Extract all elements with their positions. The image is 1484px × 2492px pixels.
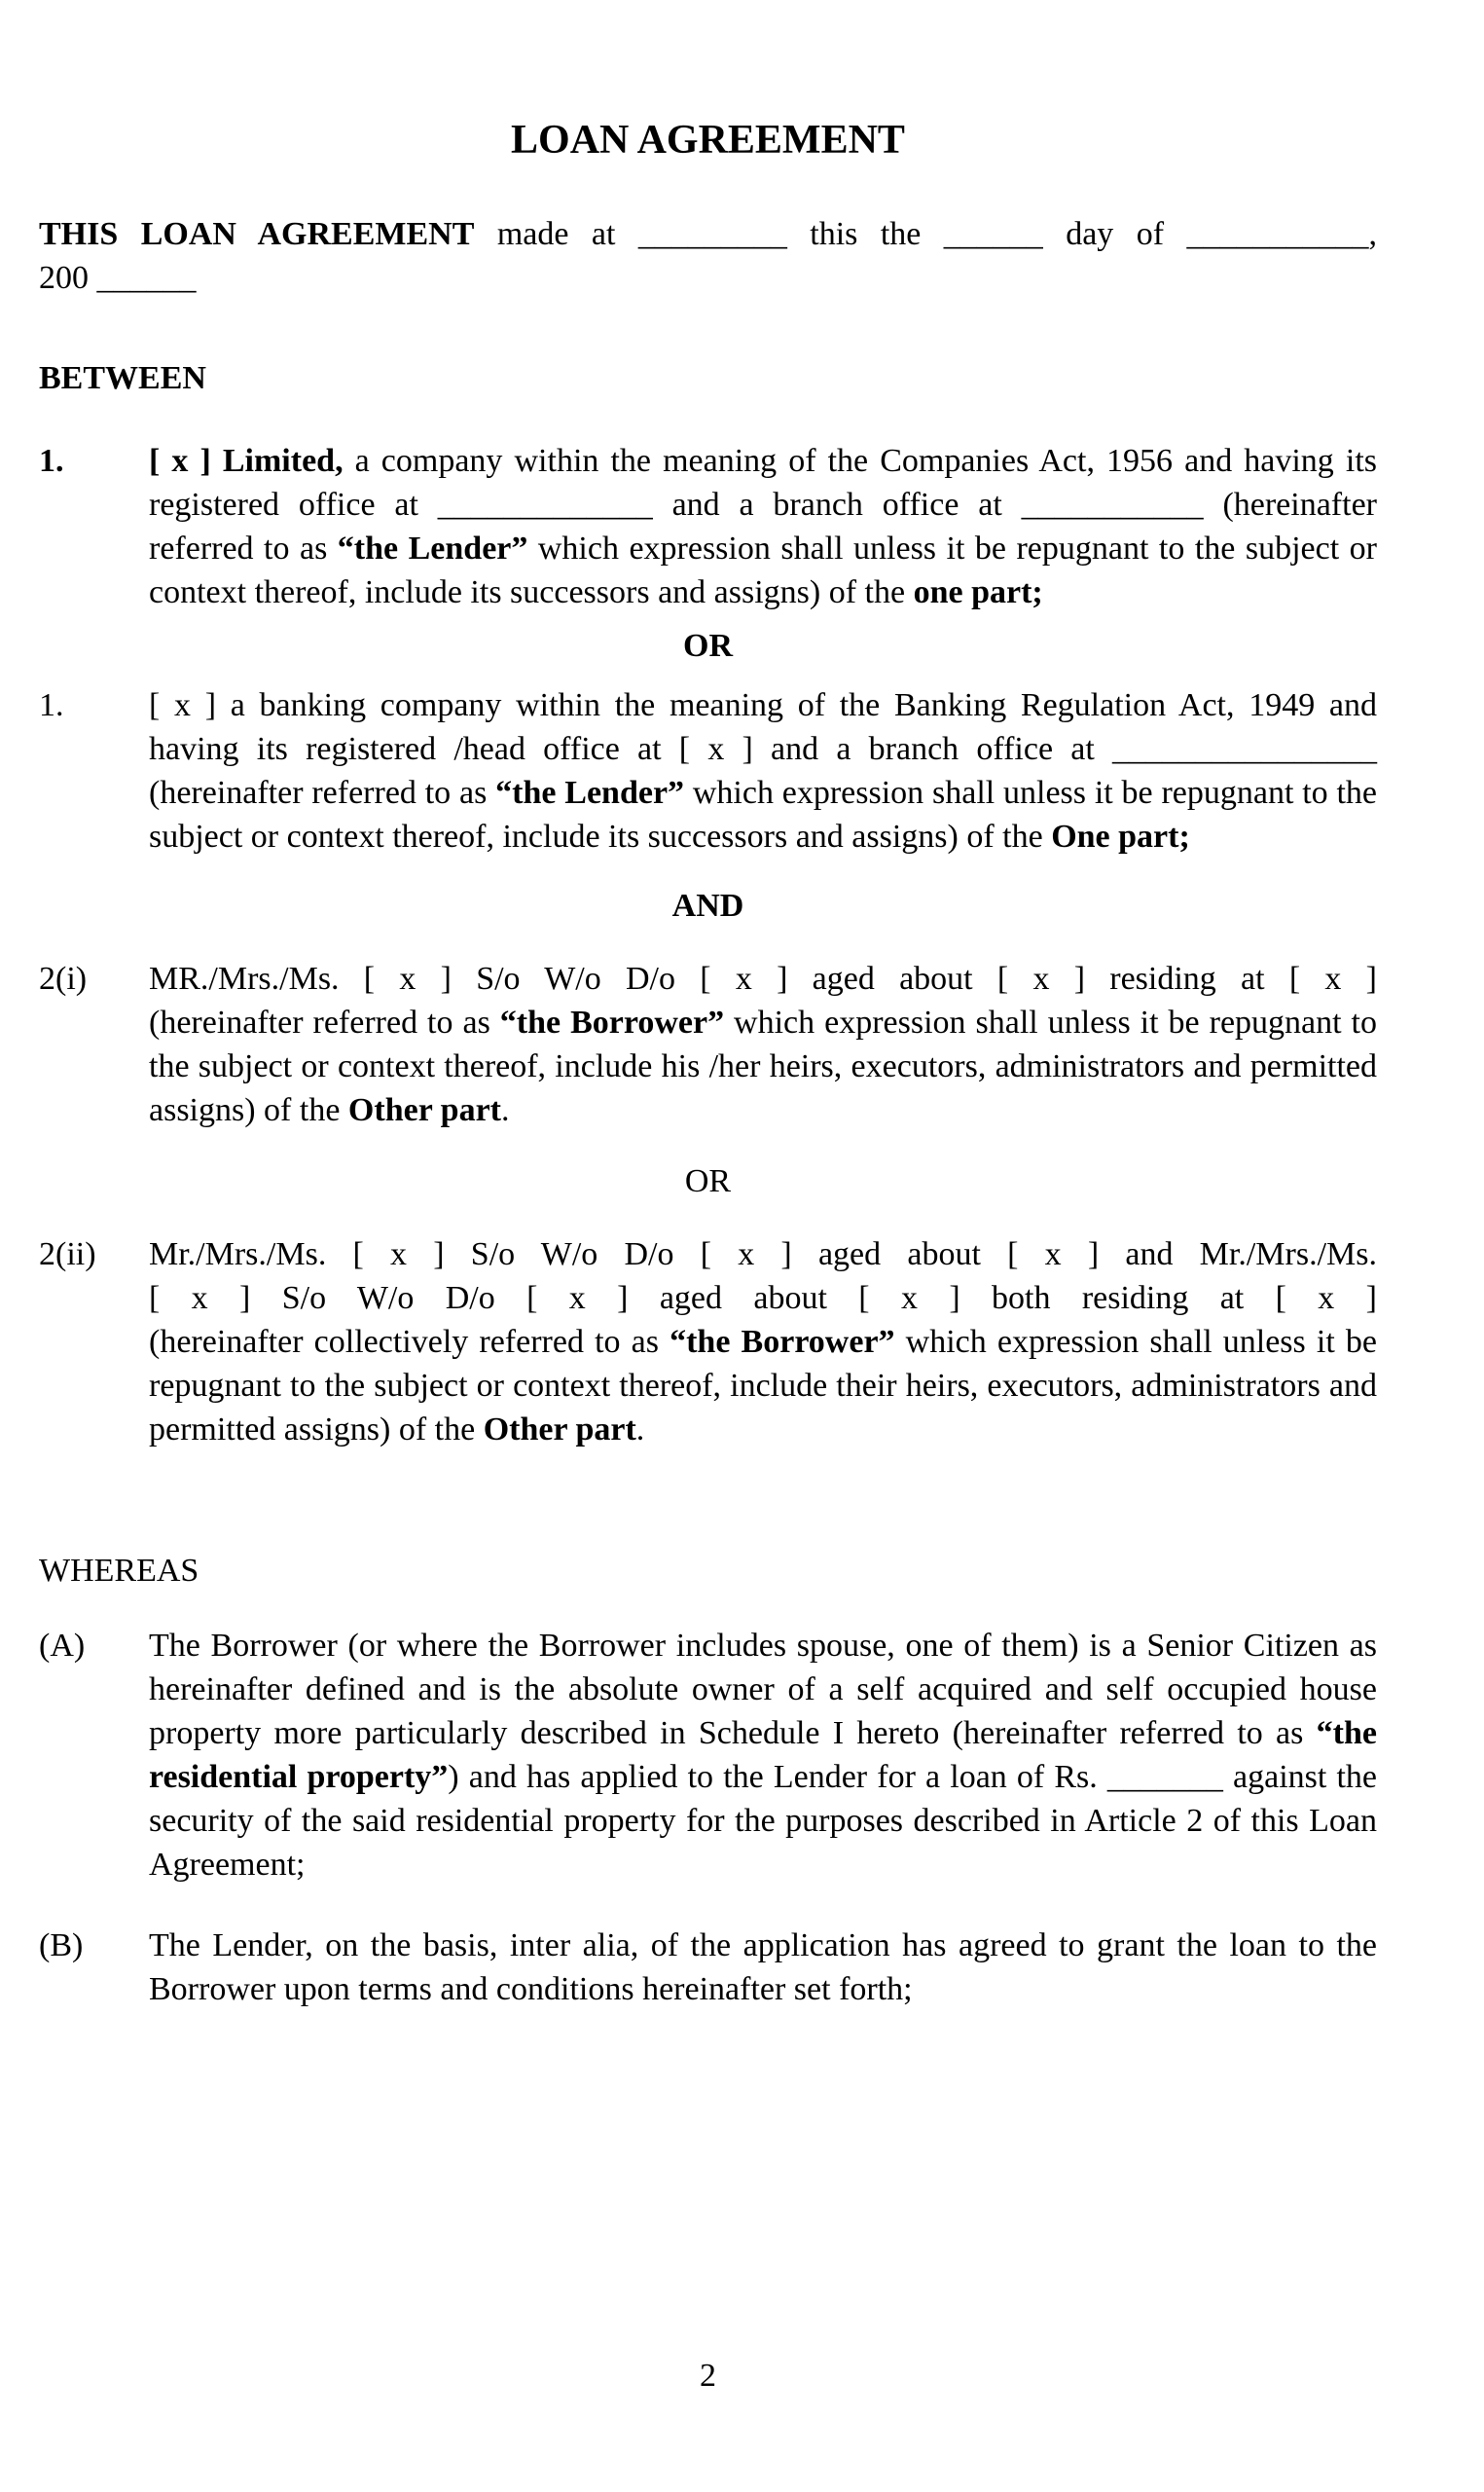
defined-term-the-borrower: “the Borrower”	[499, 1005, 725, 1041]
clause-first-line: Mr./Mrs./Ms. [ x ] S/o W/o D/o [ x ] aged about [ x ] and Mr./Mrs./Ms.	[149, 1236, 1377, 1272]
text-run: a company within the meaning of the Companies Act, 1956 and having its registered office at _____________ and a branch office at ___________ (hereinafter referred to as	[149, 443, 1377, 567]
text-run: which expression shall unless it be repugnant to the subject or context thereof, include their heirs, executors, administrators and permitted assigns) of the	[149, 1324, 1377, 1448]
recital-text	[149, 1924, 1377, 2011]
text-run: [ x ] a banking company within the meaning of the Banking Regulation Act, 1949 and having its registered /head office at [ x ] and a branch office at ________________ (hereinafter referred to as	[149, 687, 1377, 811]
text-run: The Borrower (or where the Borrower includes spouse, one of them) is a Senior Citizen as hereinafter defined and is the absolute owner of a self acquired and self occupied house property more particularly described in Schedule I hereto (hereinafter referred to as	[149, 1628, 1377, 1751]
clause-number: 1.	[39, 443, 64, 479]
text-run-bold: One part;	[1051, 819, 1190, 855]
clause-text	[149, 1001, 1377, 1132]
intro-bold-lead: THIS LOAN AGREEMENT	[39, 216, 475, 252]
text-run: .	[635, 1411, 645, 1448]
text-run: ) and has applied to the Lender for a loan of Rs. _______ against the security of the said residential property for the purposes described in Article 2 of this Loan Agreement;	[149, 1759, 1377, 1883]
text-run: (hereinafter referred to as	[149, 1005, 500, 1041]
text-run-bold: Other part	[483, 1411, 636, 1448]
text-run: .	[501, 1092, 510, 1128]
clause-text	[149, 1320, 1377, 1451]
and-divider: AND	[671, 888, 744, 924]
defined-term-the-borrower: “the Borrower”	[670, 1324, 895, 1360]
clause-text	[149, 683, 1377, 859]
clause-borrower-couple	[39, 1232, 1377, 1451]
text-run: (hereinafter collectively referred to as	[149, 1324, 670, 1360]
whereas-heading: WHEREAS	[39, 1553, 199, 1589]
clause-number: 1.	[39, 687, 64, 723]
recital-label: (B)	[39, 1927, 84, 1963]
clause-lender-bank	[39, 683, 1377, 859]
text-run-bold: [ x ] Limited,	[149, 443, 344, 479]
intro-line-2: 200 ______	[39, 260, 197, 296]
page-number: 2	[700, 2358, 716, 2394]
clause-first-line: MR./Mrs./Ms. [ x ] S/o W/o D/o [ x ] aged about [ x ] residing at [ x ]	[149, 961, 1377, 997]
clause-text	[149, 439, 1377, 614]
defined-term-the-lender: “the Lender”	[337, 531, 528, 567]
defined-term-residential-property: “the residential property”	[149, 1715, 1377, 1795]
text-run: which expression shall unless it be repugnant to the subject or context thereof, include its successors and assigns) of the	[149, 775, 1378, 855]
intro-paragraph	[39, 212, 1377, 300]
clause-lender-company	[39, 439, 1377, 614]
between-heading: BETWEEN	[39, 360, 206, 396]
text-run: which expression shall unless it be repugnant to the subject or context thereof, include its successors and assigns) of the	[149, 531, 1377, 610]
recital-a	[39, 1624, 1377, 1887]
defined-term-the-lender: “the Lender”	[495, 775, 685, 811]
document-title: LOAN AGREEMENT	[511, 118, 905, 163]
or-divider-2: OR	[684, 1163, 732, 1199]
text-run-bold: Other part	[347, 1092, 501, 1128]
recital-text	[149, 1624, 1377, 1887]
or-divider-1: OR	[683, 628, 733, 664]
text-run: The Lender, on the basis, inter alia, of the application has agreed to grant the loan to the Borrower upon terms and conditions hereinafter set forth;	[149, 1927, 1377, 2007]
recital-label: (A)	[39, 1628, 86, 1664]
clause-borrower-single	[39, 957, 1377, 1132]
clause-number: 2(i)	[39, 961, 88, 997]
clause-number: 2(ii)	[39, 1236, 96, 1272]
clause-second-line: [ x ] S/o W/o D/o [ x ] aged about [ x ] both residing at [ x ]	[149, 1280, 1377, 1316]
intro-line-1	[39, 212, 1377, 256]
recital-b	[39, 1924, 1377, 2011]
text-run-bold: one part;	[913, 574, 1043, 610]
text-run: which expression shall unless it be repugnant to the subject or context thereof, include his /her heirs, executors, administrators and permitted assigns) of the	[149, 1005, 1377, 1128]
intro-line-1-text: made at _________ this the ______ day of ___________,	[474, 216, 1377, 252]
